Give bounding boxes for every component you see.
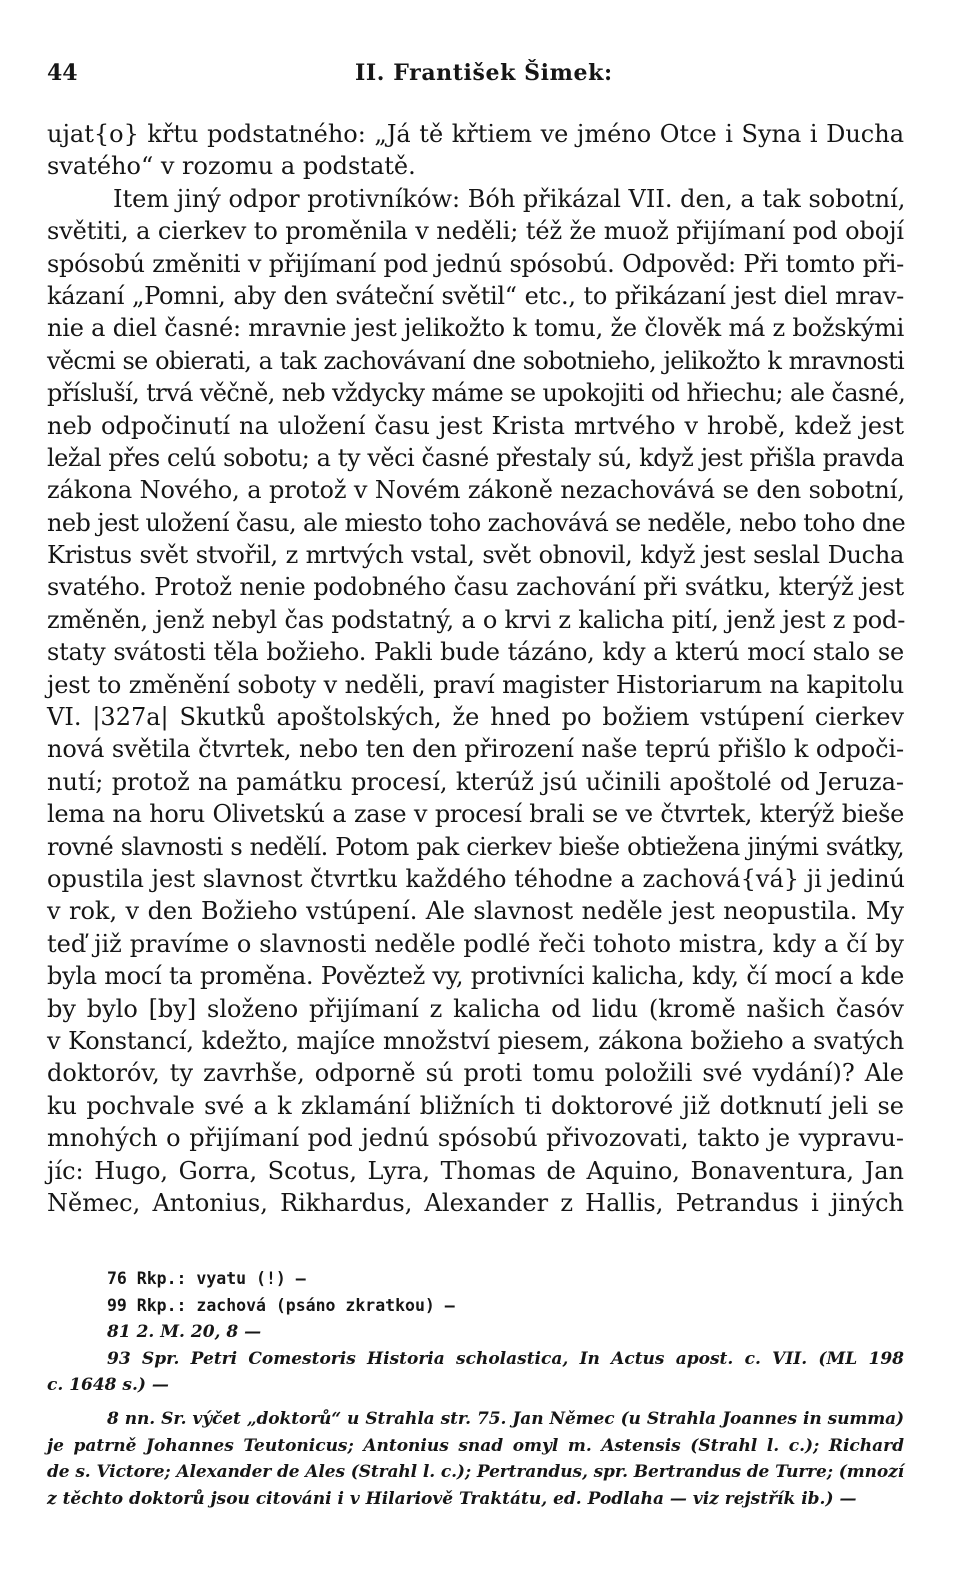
footnote: 8 nn. Sr. výčet „doktorů“ u Strahla str. 75. Jan Němec (u Strahla Joannes in summa): [107, 1408, 904, 1429]
running-head: II. František Šimek:: [355, 60, 613, 86]
text-line: jíc: Hugo, Gorra, Scotus, Lyra, Thomas de Aquino, Bonaventura, Jan: [47, 1156, 904, 1185]
text-line: přísluší, trvá věčně, neb vždycky máme se upokojiti od hřiechu; ale časné,: [47, 379, 906, 408]
text-line: zákona Nového, a protož v Novém zákoně nezachovává se den sobotní,: [47, 476, 905, 505]
text-line: spósobú změniti v přijímaní pod jednú spósobú. Odpověd: Při tomto při-: [47, 249, 904, 278]
text-line: v rok, v den Božieho vstúpení. Ale slavnost neděle jest neopustila. My: [47, 897, 904, 926]
text-line: ležal přes celú sobotu; a ty věci časné přestaly sú, když jest přišla pravda: [47, 443, 904, 472]
text-line: světiti, a cierkev to proměnila v neděli; též že muož přijímaní pod obojí: [47, 217, 904, 246]
text-line: nie a diel časné: mravnie jest jelikožto k tomu, že člověk má z božskými: [47, 314, 905, 343]
text-line: lema na horu Olivetskú a zase v procesí brali se ve čtvrtek, kterýž bieše: [47, 800, 904, 829]
text-line: v Konstancí, kdežto, majíce množství piesem, zákona božieho a svatých: [47, 1026, 904, 1055]
text-line: Němec, Antonius, Rikhardus, Alexander z Hallis, Petrandus i jiných: [47, 1188, 904, 1217]
text-line: svatého“ v rozomu a podstatě.: [47, 152, 416, 181]
text-line: neb jest uložení času, ale miesto toho zachovává se neděle, nebo toho dne: [47, 508, 906, 537]
text-line: ku pochvale své a k zklamání bližních ti doktorové již dotknutí jeli se: [47, 1091, 904, 1120]
footnote: c. 1648 s.) —: [47, 1375, 169, 1396]
footnote: de s. Victore; Alexander de Ales (Strahl l. c.); Pertrandus, spr. Bertrandus de Turre; (mnozí: [47, 1462, 904, 1483]
text-line: svatého. Protož nenie podobného času zachování při svátku, kterýž jest: [47, 573, 904, 602]
footnote: z těchto doktorů jsou citováni i v Hilariově Traktátu, ed. Podlaha — viz rejstřík ib.) —: [47, 1488, 857, 1509]
text-line: byla mocí ta proměna. Pověztež vy, protivníci kalicha, kdy, čí mocí a kde: [47, 962, 904, 991]
text-line: opustila jest slavnost čtvrtku každého téhodne a zachová{vá} ji jedinú: [47, 864, 905, 893]
text-line: změněn, jenž nebyl čas podstatný, a o krvi z kalicha pití, jenž jest z pod-: [47, 605, 906, 634]
text-line: doktoróv, ty zavrhše, odporně sú proti tomu položili své vydání)? Ale: [47, 1059, 904, 1088]
text-line: VI. |327a| Skutků apoštolských, že hned po božiem vstúpení cierkev: [47, 703, 904, 732]
text-line: staty svátosti těla božieho. Pakli bude tázáno, kdy a kterú mocí stalo se: [47, 638, 904, 667]
text-line: ujat{o} křtu podstatného: „Já tě křtiem ve jméno Otce i Syna i Ducha: [47, 120, 904, 148]
page-number: 44: [47, 60, 78, 86]
text-line: věcmi se obierati, a tak zachovávaní dne sobotnieho, jelikožto k mravnosti: [47, 346, 904, 375]
main-text: [47, 118, 904, 1219]
text-line: mnohých o přijímaní pod jednú spósobú přivozovati, takto je vypravu-: [47, 1124, 904, 1153]
footnote: 93 Spr. Petri Comestoris Historia scholastica, In Actus apost. c. VII. (ML 198: [107, 1348, 904, 1369]
text-line: Item jiný odpor protivníków: Bóh přikázal VII. den, a tak sobotní,: [113, 184, 906, 213]
text-line: by bylo [by] složeno přijímaní z kalicha od lidu (kromě našich časóv: [47, 994, 904, 1023]
text-line: nová světila čtvrtek, nebo ten den přirození naše teprú přišlo k odpoči-: [47, 735, 904, 764]
text-line: neb odpočinutí na uložení času jest Krista mrtvého v hrobě, kdež jest: [47, 411, 904, 440]
footnote: 76 Rkp.: vyatu (!) —: [107, 1269, 306, 1288]
text-line: nutí; protož na památku procesí, kterúž jsú učinili apoštolé od Jeruza-: [47, 767, 904, 796]
footnote: 81 2. M. 20, 8 —: [107, 1322, 262, 1343]
footnotes: [47, 1266, 904, 1512]
text-line: rovné slavnosti s nedělí. Potom pak cierkev bieše obtiežena jinými svátky,: [47, 832, 904, 861]
page-header: [47, 60, 904, 90]
text-line: jest to změnění soboty v neděli, praví magister Historiarum na kapitolu: [47, 670, 904, 699]
text-line: teď již pravíme o slavnosti neděle podlé řeči tohoto mistra, kdy a čí by: [47, 929, 904, 958]
text-line: kázaní „Pomni, aby den sváteční světil“ etc., to přikázaní jest diel mrav-: [47, 281, 904, 310]
text-line: Kristus svět stvořil, z mrtvých vstal, svět obnovil, když jest seslal Ducha: [47, 541, 904, 570]
footnote: 99 Rkp.: zachová (psáno zkratkou) —: [107, 1295, 455, 1315]
footnote: je patrně Johannes Teutonicus; Antonius snad omyl m. Astensis (Strahl l. c.); Richard: [47, 1435, 904, 1456]
